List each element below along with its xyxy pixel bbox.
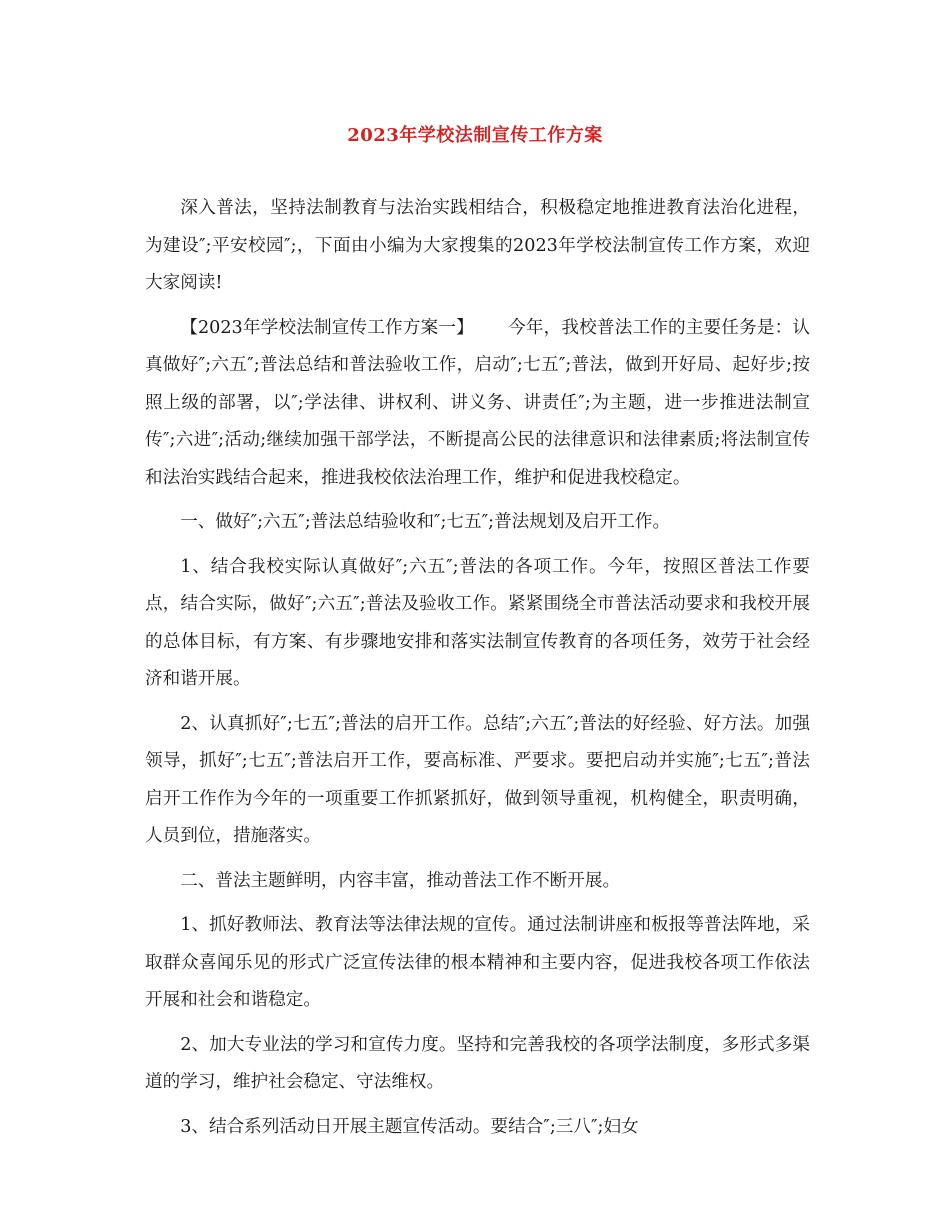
section1-heading: 【2023年学校法制宣传工作方案一】: [180, 317, 474, 338]
paragraph-two-item-2: 2、加大专业法的学习和宣传力度。坚持和完善我校的各项学法制度，多形式多渠道的学习，维护社会稳定、守法维权。: [145, 1034, 810, 1092]
document-title: 2023年学校法制宣传工作方案: [347, 125, 603, 146]
section1-text: 今年，我校普法工作的主要任务是：认真做好″;六五″;普法总结和普法验收工作，启动″;七五″;普法，做到开好局、起好步;按照上级的部署，以″;学法律、讲权利、讲义务、讲责任″;为主题，进一步推进法制宣传″;六进″;活动;继续加强干部学法，不断提高公民的法律意识和法律素质;将法制宣传和法治实践结合起来，推进我校依法治理工作，维护和促进我校稳定。: [145, 317, 810, 488]
paragraph-two-item-3: 3、结合系列活动日开展主题宣传活动。要结合″;三八″;妇女: [180, 1116, 639, 1137]
paragraph-two: 二、普法主题鲜明，内容丰富，推动普法工作不断开展。: [180, 870, 621, 891]
intro-paragraph: 深入普法，坚持法制教育与法治实践相结合，积极稳定地推进教育法治化进程，为建设″;平安校园″;，下面由小编为大家搜集的2023年学校法制宣传工作方案，欢迎大家阅读!: [145, 198, 810, 293]
paragraph-one: 一、做好″;六五″;普法总结验收和″;七五″;普法规划及启开工作。: [180, 512, 671, 532]
document-body: [145, 190, 810, 1146]
section1-paragraph: [145, 310, 810, 498]
paragraph-two-item-1: 1、抓好教师法、教育法等法律法规的宣传。通过法制讲座和板报等普法阵地，采取群众喜闻乐见的形式广泛宣传法律的根本精神和主要内容，促进我校各项工作依法开展和社会和谐稳定。: [145, 915, 810, 1010]
paragraph-one-item-2: 2、认真抓好″;七五″;普法的启开工作。总结″;六五″;普法的好经验、好方法。加强领导，抓好″;七五″;普法启开工作，要高标准、严要求。要把启动并实施″;七五″;普法启开工作作为今年的一项重要工作抓紧抓好，做到领导重视，机构健全，职责明确，人员到位，措施落实。: [145, 713, 810, 846]
paragraph-one-item-1: 1、结合我校实际认真做好″;六五″;普法的各项工作。今年，按照区普法工作要点，结合实际，做好″;六五″;普法及验收工作。紧紧围绕全市普法活动要求和我校开展的总体目标，有方案、有步骤地安排和落实法制宣传教育的各项任务，效劳于社会经济和谐开展。: [145, 556, 810, 689]
